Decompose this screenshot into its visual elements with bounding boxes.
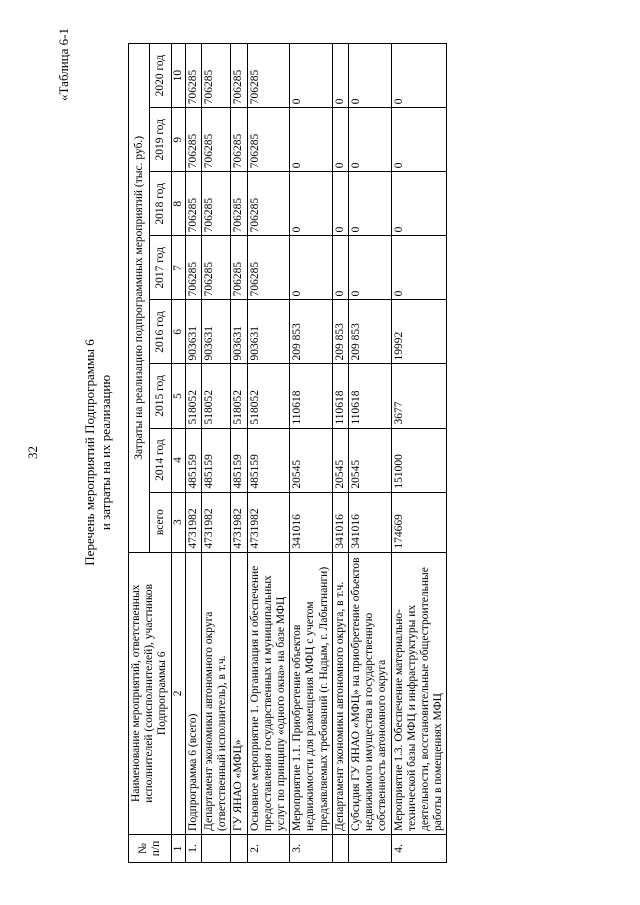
row-number: [231, 834, 247, 862]
table-row: [290, 44, 333, 863]
row-year-value: 518052: [185, 364, 201, 428]
row-year-value: 110618: [349, 364, 392, 428]
row-year-value: 706285: [202, 236, 231, 300]
column-number: 1: [171, 834, 185, 862]
page-number: 32: [25, 446, 40, 459]
row-year-value: 0: [290, 108, 333, 172]
row-year-value: 706285: [231, 236, 247, 300]
row-year-value: 0: [349, 172, 392, 236]
title-line-1: Перечень мероприятий Подпрограммы 6: [82, 339, 97, 566]
row-year-value: 0: [332, 44, 348, 108]
column-number-row: [171, 44, 185, 863]
row-total: 4731982: [202, 492, 231, 552]
row-year-value: 706285: [202, 108, 231, 172]
row-year-value: 706285: [231, 44, 247, 108]
row-name: Департамент экономики автономного округа (ответственный исполнитель), в т.ч.: [202, 552, 231, 834]
row-year-value: 209 853: [349, 300, 392, 364]
row-total: 341016: [349, 492, 392, 552]
header-num: № п/п: [129, 834, 172, 862]
row-year-value: 3677: [391, 364, 447, 428]
row-year-value: 0: [332, 236, 348, 300]
header-year: 2017 год: [150, 236, 171, 300]
row-number: 1.: [185, 834, 201, 862]
row-year-value: 706285: [185, 172, 201, 236]
table-row: [202, 44, 231, 863]
row-name: Субсидия ГУ ЯНАО «МФЦ» на приобретение объектов недвижимого имущества в государственную собственность автономного округа: [349, 552, 392, 834]
row-name: Подпрограмма 6 (всего): [185, 552, 201, 834]
column-number: 8: [171, 172, 185, 236]
column-number: 4: [171, 428, 185, 492]
row-year-value: 706285: [185, 44, 201, 108]
row-total: 341016: [290, 492, 333, 552]
row-year-value: 0: [290, 44, 333, 108]
row-year-value: 0: [391, 172, 447, 236]
column-number: 10: [171, 44, 185, 108]
column-number: 5: [171, 364, 185, 428]
row-total: 341016: [332, 492, 348, 552]
table-row: [231, 44, 247, 863]
row-name: Мероприятие 1.3. Обеспечение материально-технической базы МФЦ и инфраструктуры их деятельности, восстановительные общестроительные работы в помещениях МФЦ: [391, 552, 447, 834]
table-row: [247, 44, 290, 863]
row-year-value: 209 853: [332, 300, 348, 364]
row-year-value: 20545: [290, 428, 333, 492]
row-year-value: 706285: [247, 236, 290, 300]
row-number: [349, 834, 392, 862]
row-year-value: 0: [349, 44, 392, 108]
row-year-value: 0: [332, 172, 348, 236]
row-number: [332, 834, 348, 862]
header-year: 2014 год: [150, 428, 171, 492]
row-number: [202, 834, 231, 862]
row-year-value: 518052: [231, 364, 247, 428]
document-title: [82, 0, 114, 905]
activities-table: [128, 43, 447, 863]
row-year-value: 0: [391, 236, 447, 300]
column-number: 7: [171, 236, 185, 300]
row-name: Департамент экономики автономного округа, в т.ч.: [332, 552, 348, 834]
row-year-value: 20545: [332, 428, 348, 492]
row-total: 4731982: [247, 492, 290, 552]
row-year-value: 485159: [231, 428, 247, 492]
row-year-value: 706285: [185, 236, 201, 300]
row-year-value: 485159: [202, 428, 231, 492]
row-number: 3.: [290, 834, 333, 862]
row-total: 174669: [391, 492, 447, 552]
row-year-value: 706285: [247, 172, 290, 236]
column-number: 9: [171, 108, 185, 172]
row-year-value: 0: [349, 236, 392, 300]
header-row-1: [129, 44, 150, 863]
header-name: Наименование мероприятий, ответственных исполнителей (соисполнителей), участников Подпрограммы 6: [129, 552, 172, 834]
table-label: «Таблица 6-1: [56, 28, 71, 101]
row-year-value: 0: [332, 108, 348, 172]
row-name: Мероприятие 1.1. Приобретение объектов недвижимости для размещения МФЦ с учетом предъявляемых требований (г. Надым, г. Лабытнанги): [290, 552, 333, 834]
header-year: 2016 год: [150, 300, 171, 364]
column-number: 2: [171, 552, 185, 834]
row-year-value: 706285: [231, 172, 247, 236]
row-year-value: 518052: [247, 364, 290, 428]
column-number: 3: [171, 492, 185, 552]
table-row: [349, 44, 392, 863]
table-row: [332, 44, 348, 863]
row-year-value: 706285: [185, 108, 201, 172]
row-year-value: 485159: [247, 428, 290, 492]
row-number: 2.: [247, 834, 290, 862]
row-year-value: 518052: [202, 364, 231, 428]
row-year-value: 0: [290, 172, 333, 236]
row-year-value: 20545: [349, 428, 392, 492]
row-name: Основное мероприятие 1. Организация и обеспечение предоставления государственных и муниципальных услуг по принципу «одного окна» на базе МФЦ: [247, 552, 290, 834]
row-year-value: 19992: [391, 300, 447, 364]
row-year-value: 903631: [231, 300, 247, 364]
row-year-value: 151000: [391, 428, 447, 492]
row-year-value: 903631: [247, 300, 290, 364]
row-total: 4731982: [231, 492, 247, 552]
header-total: всего: [150, 492, 171, 552]
row-year-value: 110618: [290, 364, 333, 428]
header-year: 2018 год: [150, 172, 171, 236]
row-name: ГУ ЯНАО «МФЦ»: [231, 552, 247, 834]
header-year: 2020 год: [150, 44, 171, 108]
row-year-value: 706285: [202, 44, 231, 108]
row-year-value: 0: [391, 108, 447, 172]
row-year-value: 209 853: [290, 300, 333, 364]
title-line-2: и затраты на их реализацию: [98, 374, 113, 531]
header-year: 2015 год: [150, 364, 171, 428]
row-year-value: 903631: [185, 300, 201, 364]
row-year-value: 0: [391, 44, 447, 108]
row-year-value: 903631: [202, 300, 231, 364]
row-year-value: 706285: [202, 172, 231, 236]
row-year-value: 110618: [332, 364, 348, 428]
row-number: 4.: [391, 834, 447, 862]
row-year-value: 706285: [247, 108, 290, 172]
row-total: 4731982: [185, 492, 201, 552]
row-year-value: 0: [349, 108, 392, 172]
row-year-value: 706285: [231, 108, 247, 172]
column-number: 6: [171, 300, 185, 364]
row-year-value: 0: [290, 236, 333, 300]
row-year-value: 485159: [185, 428, 201, 492]
table-row: [185, 44, 201, 863]
header-year: 2019 год: [150, 108, 171, 172]
row-year-value: 706285: [247, 44, 290, 108]
table-row: [391, 44, 447, 863]
header-costs: Затраты на реализацию подпрограммных мероприятий (тыс. руб.): [129, 44, 150, 553]
